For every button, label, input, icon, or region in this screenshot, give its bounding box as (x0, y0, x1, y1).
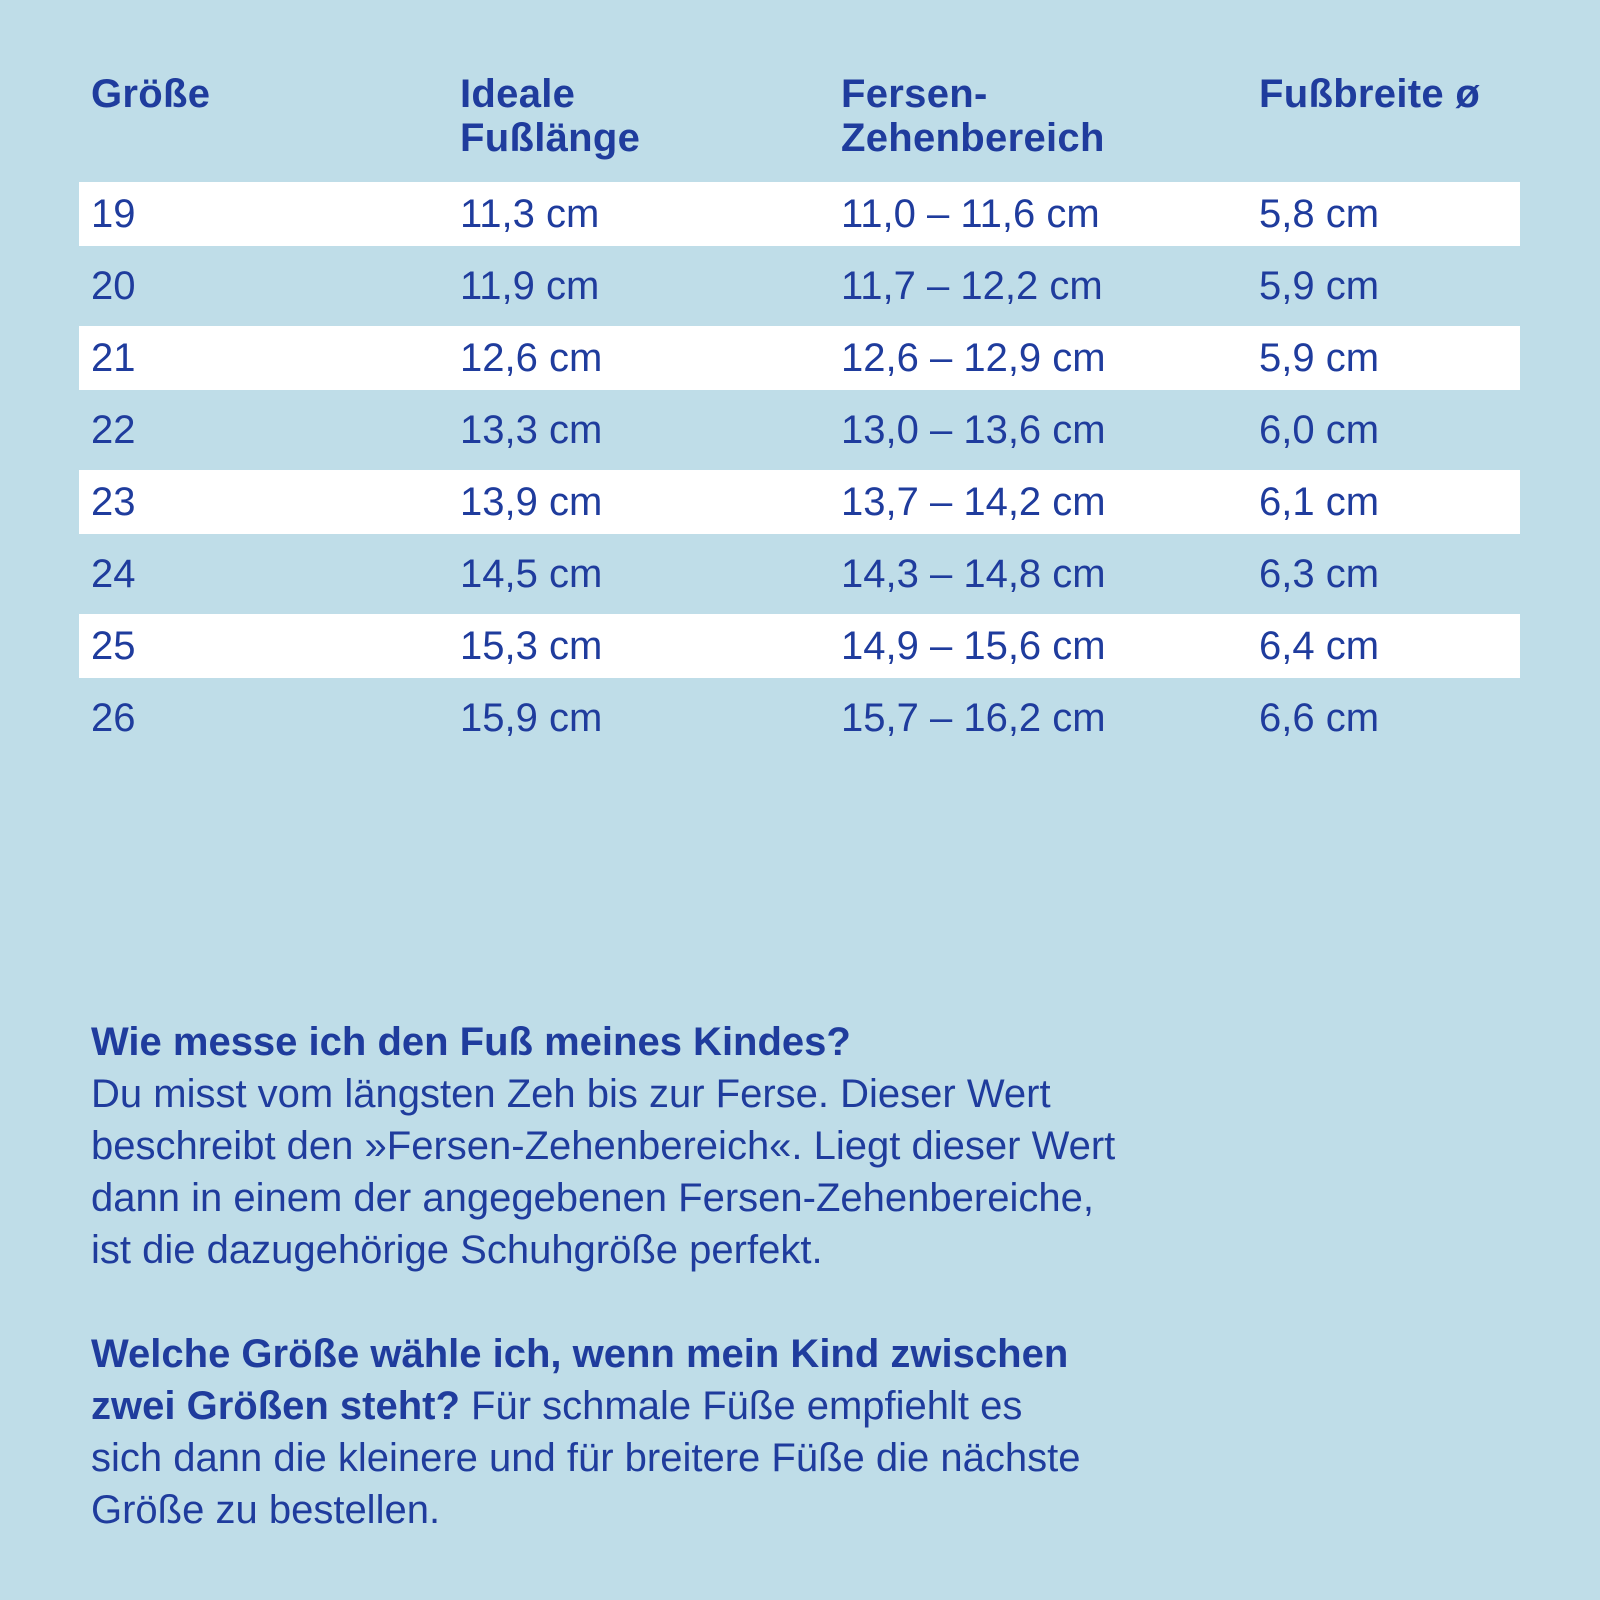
cell-foot-width: 5,8 cm (1259, 192, 1380, 236)
table-row (79, 182, 1520, 246)
cell-size: 25 (91, 624, 136, 668)
header-ideal-foot-length-line1: Ideale (460, 72, 576, 116)
cell-ideal-foot-length: 15,3 cm (460, 624, 603, 668)
cell-size: 22 (91, 408, 136, 452)
cell-heel-toe-range: 12,6 – 12,9 cm (841, 336, 1106, 380)
faq-between-sizes-line-4: Größe zu bestellen. (91, 1488, 441, 1532)
faq-between-sizes-line-2 (91, 1380, 1391, 1432)
faq-between-sizes-line-3: sich dann die kleinere und für breitere Füße die nächste (91, 1436, 1081, 1480)
table-row (79, 470, 1520, 534)
header-heel-toe-range (841, 72, 1105, 160)
header-ideal-foot-length (460, 72, 640, 160)
cell-ideal-foot-length: 15,9 cm (460, 696, 603, 740)
faq-measure-line-1: Du misst vom längsten Zeh bis zur Ferse. Dieser Wert (91, 1072, 1051, 1116)
faq-between-sizes-answer-start: Für schmale Füße empfiehlt es (459, 1384, 1023, 1428)
cell-foot-width: 6,4 cm (1259, 624, 1380, 668)
table-row (79, 538, 1520, 610)
cell-foot-width: 6,3 cm (1259, 552, 1380, 596)
header-heel-toe-range-line1: Fersen- (841, 72, 988, 116)
cell-foot-width: 6,0 cm (1259, 408, 1380, 452)
faq-measure-title: Wie messe ich den Fuß meines Kindes? (91, 1020, 851, 1064)
cell-ideal-foot-length: 14,5 cm (460, 552, 603, 596)
faq-measure-line-4: ist die dazugehörige Schuhgröße perfekt. (91, 1228, 823, 1272)
table-row (79, 614, 1520, 678)
header-ideal-foot-length-line2: Fußlänge (460, 116, 641, 160)
faq-measure-line-3: dann in einem der angegebenen Fersen-Zehenbereiche, (91, 1176, 1094, 1220)
table-row (79, 682, 1520, 754)
cell-foot-width: 6,1 cm (1259, 480, 1380, 524)
cell-heel-toe-range: 13,7 – 14,2 cm (841, 480, 1106, 524)
cell-size: 21 (91, 336, 136, 380)
cell-ideal-foot-length: 12,6 cm (460, 336, 603, 380)
size-table (79, 72, 1520, 754)
header-heel-toe-range-line2: Zehenbereich (841, 116, 1105, 160)
cell-heel-toe-range: 14,9 – 15,6 cm (841, 624, 1106, 668)
faq-measure-line-2: beschreibt den »Fersen-Zehenbereich«. Liegt dieser Wert (91, 1124, 1116, 1168)
header-size: Größe (91, 72, 211, 116)
cell-heel-toe-range: 11,0 – 11,6 cm (841, 192, 1100, 236)
cell-size: 26 (91, 696, 136, 740)
faq-measure-section (91, 1016, 1391, 1276)
cell-heel-toe-range: 13,0 – 13,6 cm (841, 408, 1106, 452)
cell-ideal-foot-length: 11,9 cm (460, 264, 600, 308)
cell-heel-toe-range: 15,7 – 16,2 cm (841, 696, 1106, 740)
cell-foot-width: 5,9 cm (1259, 264, 1380, 308)
table-body (79, 182, 1520, 754)
cell-ideal-foot-length: 11,3 cm (460, 192, 600, 236)
cell-size: 19 (91, 192, 136, 236)
cell-ideal-foot-length: 13,3 cm (460, 408, 603, 452)
cell-size: 24 (91, 552, 136, 596)
table-row (79, 326, 1520, 390)
faq-between-sizes-title-line-2: zwei Größen steht? (91, 1384, 460, 1428)
cell-size: 23 (91, 480, 136, 524)
cell-size: 20 (91, 264, 136, 308)
table-row (79, 394, 1520, 466)
cell-heel-toe-range: 14,3 – 14,8 cm (841, 552, 1106, 596)
table-header (79, 72, 1520, 178)
cell-heel-toe-range: 11,7 – 12,2 cm (841, 264, 1103, 308)
cell-ideal-foot-length: 13,9 cm (460, 480, 603, 524)
cell-foot-width: 6,6 cm (1259, 696, 1380, 740)
faq-between-sizes-section (91, 1328, 1391, 1536)
table-row (79, 250, 1520, 322)
faq-between-sizes-title-line-1: Welche Größe wähle ich, wenn mein Kind zwischen (91, 1332, 1069, 1376)
cell-foot-width: 5,9 cm (1259, 336, 1380, 380)
header-foot-width: Fußbreite ø (1259, 72, 1481, 116)
